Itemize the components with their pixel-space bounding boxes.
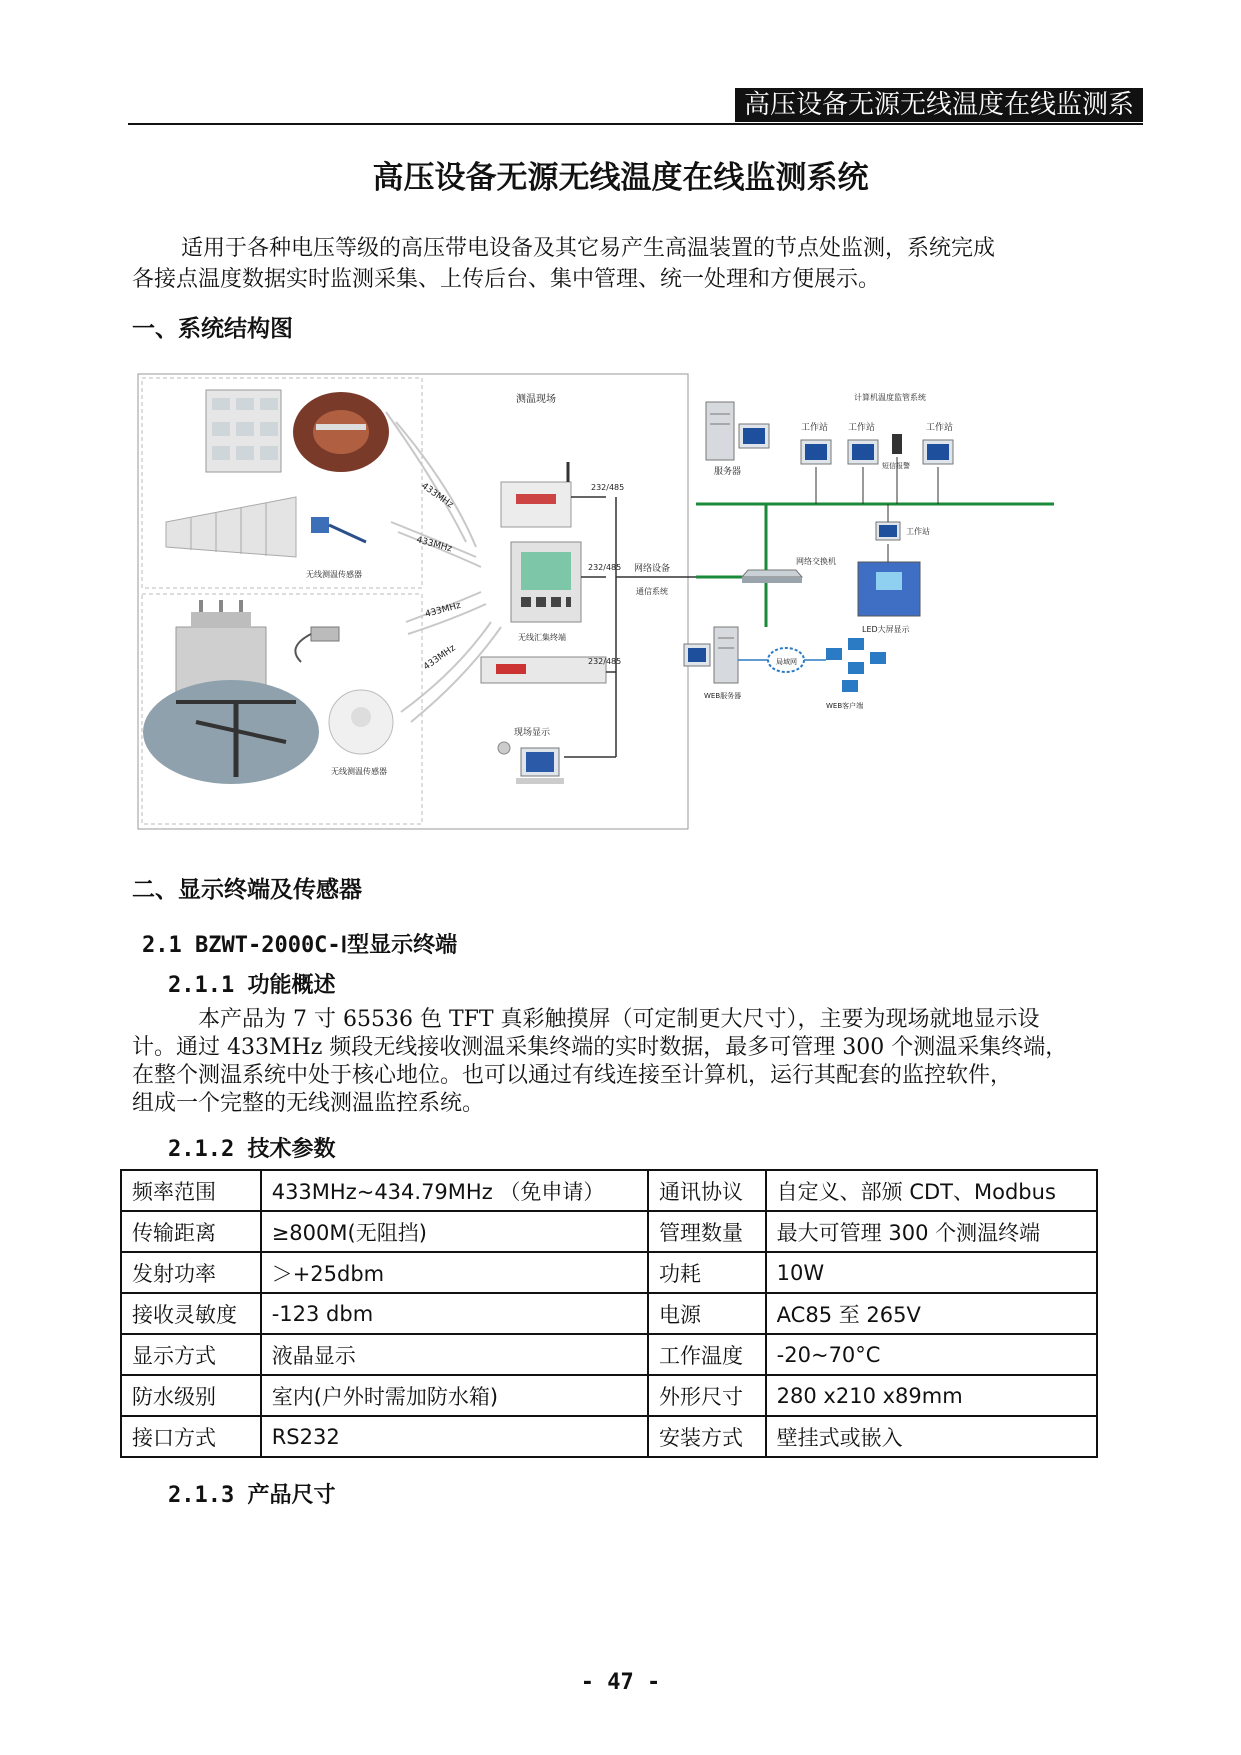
spec-label: 管理数量 <box>648 1211 766 1252</box>
subheading-2-1: 2.1 BZWT-2000C-Ⅰ型显示终端 <box>142 933 458 958</box>
spec-label: 功耗 <box>648 1252 766 1293</box>
spec-value: RS232 <box>261 1416 648 1457</box>
table-row <box>121 1211 1097 1252</box>
page-number: - 47 - <box>580 1670 661 1695</box>
table-row <box>121 1334 1097 1375</box>
network-switch-icon <box>742 570 802 583</box>
spec-label: 发射功率 <box>121 1252 261 1293</box>
table-row <box>121 1375 1097 1416</box>
workstation-icon-2 <box>848 440 878 504</box>
spec-value: 最大可管理 300 个测温终端 <box>766 1211 1097 1252</box>
spec-label: 工作温度 <box>648 1334 766 1375</box>
header-title-box: 高压设备无源无线温度在线监测系统 <box>735 88 1143 122</box>
workstation-icon-1 <box>801 440 831 504</box>
display-terminal-icon <box>511 542 581 622</box>
table-row <box>121 1293 1097 1334</box>
site-label: 测温现场 <box>516 394 556 405</box>
phone-label: 短信报警 <box>882 462 910 470</box>
bus-label-2: 232/485 <box>588 563 622 572</box>
sensor-label-top: 无线测温传感器 <box>306 570 362 579</box>
spec-label: 频率范围 <box>121 1170 261 1211</box>
lan-label: 局域网 <box>776 658 797 666</box>
table-row <box>121 1170 1097 1211</box>
web-client-icon <box>826 638 886 692</box>
spec-value: -123 dbm <box>261 1293 648 1334</box>
spec-label: 安装方式 <box>648 1416 766 1457</box>
workstation-icon-4 <box>876 504 900 540</box>
led-screen-icon <box>858 544 920 616</box>
intro-line-1: 适用于各种电压等级的高压带电设备及其它易产生高温装置的节点处监测，系统完成 <box>181 236 996 261</box>
spec-value: ≥800M(无阻挡) <box>261 1211 648 1252</box>
spec-value: AC85 至 265V <box>766 1293 1097 1334</box>
subheading-2-1-2: 2.1.2 技术参数 <box>168 1137 336 1162</box>
spec-label: 显示方式 <box>121 1334 261 1375</box>
workstation-label-4: 工作站 <box>906 527 930 536</box>
table-row <box>121 1416 1097 1457</box>
network-device-label: 网络设备 <box>634 564 671 574</box>
overview-line-4: 组成一个完整的无线测温监控系统。 <box>132 1091 485 1116</box>
spec-label: 防水级别 <box>121 1375 261 1416</box>
local-display-label: 现场显示 <box>514 728 551 738</box>
spec-label: 接口方式 <box>121 1416 261 1457</box>
workstation-icon-3 <box>923 440 953 504</box>
server-icon <box>706 402 769 460</box>
subheading-2-1-1: 2.1.1 功能概述 <box>168 973 336 998</box>
bus-label-1: 232/485 <box>591 483 625 492</box>
freq-label-1: 433MHz <box>419 481 455 511</box>
subheading-2-1-3: 2.1.3 产品尺寸 <box>168 1483 336 1508</box>
cabinet-row-icon <box>166 497 296 557</box>
freq-label-3: 433MHz <box>424 600 462 620</box>
spec-label: 通讯协议 <box>648 1170 766 1211</box>
spec-value: 自定义、部颁 CDT、Modbus <box>766 1170 1097 1211</box>
overview-line-3: 在整个测温系统中处于核心地位。也可以通过有线连接至计算机，运行其配套的监控软件， <box>132 1063 1013 1088</box>
system-label: 计算机温度监管系统 <box>854 393 926 402</box>
spec-value: 280 x210 x89mm <box>766 1375 1097 1416</box>
local-display-computer-icon <box>516 748 564 784</box>
overview-line-1: 本产品为 7 寸 65536 色 TFT 真彩触摸屏（可定制更大尺寸），主要为现场就地显示设 <box>198 1007 1040 1032</box>
spec-value: -20~70°C <box>766 1334 1097 1375</box>
outdoor-switch-photo-icon <box>143 680 319 784</box>
sensor-label-bottom: 无线测温传感器 <box>331 767 387 776</box>
spec-value: 室内(户外时需加防水箱) <box>261 1375 648 1416</box>
wireless-sensor-icon <box>311 517 366 542</box>
workstation-label-1: 工作站 <box>801 423 829 433</box>
spec-value: 10W <box>766 1252 1097 1293</box>
spec-value: 壁挂式或嵌入 <box>766 1416 1097 1457</box>
switchgear-cabinet-icon <box>206 390 281 472</box>
bus-label-3: 232/485 <box>588 657 622 666</box>
collector-terminal-icon <box>501 462 571 527</box>
spec-value: 433MHz~434.79MHz （免申请） <box>261 1170 648 1211</box>
workstation-label-2: 工作站 <box>848 423 876 433</box>
web-server-icon <box>684 627 738 683</box>
spec-value: 液晶显示 <box>261 1334 648 1375</box>
switch-label: 网络交换机 <box>796 557 836 566</box>
speaker-icon <box>498 742 510 754</box>
page-title: 高压设备无源无线温度在线监测系统 <box>372 160 869 196</box>
led-label: LED大屏显示 <box>862 625 910 634</box>
bus-wiring <box>564 497 696 757</box>
spec-label: 电源 <box>648 1293 766 1334</box>
comm-system-label: 通信系统 <box>636 587 668 596</box>
overview-line-2: 计。通过 433MHz 频段无线接收测温采集终端的实时数据，最多可管理 300 个测温采集终端， <box>132 1035 1068 1060</box>
header-rule <box>128 123 1143 125</box>
web-server-label: WEB服务器 <box>704 692 742 700</box>
spec-value: ＞+25dbm <box>261 1252 648 1293</box>
spec-label: 接收灵敏度 <box>121 1293 261 1334</box>
dome-sensor-icon <box>329 690 393 754</box>
section-heading-terminals: 二、显示终端及传感器 <box>132 877 362 903</box>
freq-label-4: 433MHz <box>421 643 458 673</box>
web-client-label: WEB客户端 <box>826 702 864 710</box>
table-row <box>121 1252 1097 1293</box>
section-heading-structure: 一、系统结构图 <box>132 316 293 342</box>
freq-label-2: 433MHz <box>415 535 454 555</box>
clamp-sensor-icon <box>295 627 339 662</box>
system-structure-diagram <box>136 372 1056 832</box>
busbar-photo-icon <box>293 392 389 472</box>
intro-line-2: 各接点温度数据实时监测采集、上传后台、集中管理、统一处理和方便展示。 <box>132 267 881 292</box>
spec-table <box>120 1169 1098 1458</box>
spec-label: 传输距离 <box>121 1211 261 1252</box>
server-label: 服务器 <box>714 467 742 477</box>
collector-label: 无线汇集终端 <box>518 633 566 642</box>
workstation-label-3: 工作站 <box>926 423 954 433</box>
spec-label: 外形尺寸 <box>648 1375 766 1416</box>
